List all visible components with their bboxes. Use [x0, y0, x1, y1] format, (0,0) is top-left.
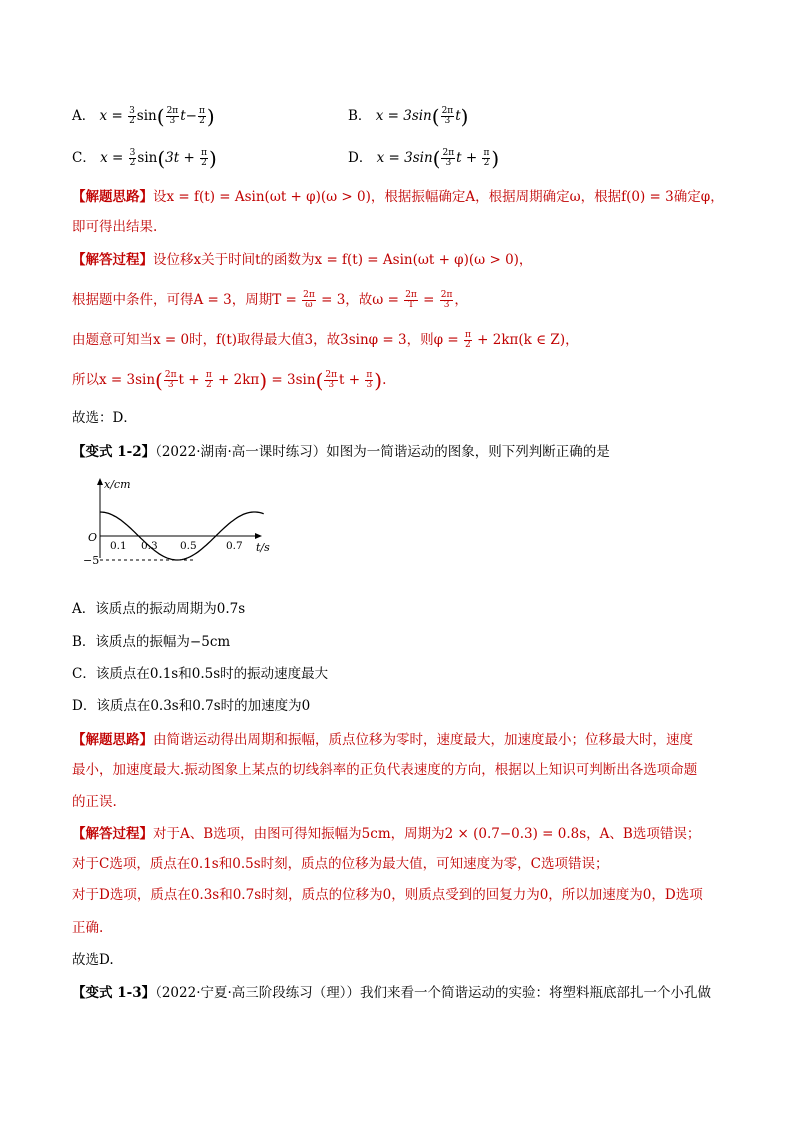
neg-tick-label: −5 — [83, 554, 100, 567]
v2-proc-2: 对于C选项，质点在0.1s和0.5s时刻，质点的位移为最大值，可知速度为零，C选项错误； — [72, 856, 609, 872]
solution-line3: 根据题中条件，可得A = 3，周期T = $\frac{2\pi}{\omega}$ = 3，故ω = $\frac{2\pi}{T}$ = $\frac{2\pi}{3}$ ， — [72, 290, 468, 310]
y-axis-label: x/cm — [104, 478, 131, 491]
v2-option-c: C．该质点在0.1s和0.5s时的振动速度最大 — [72, 666, 329, 682]
answer-1: 故选：D． — [72, 410, 137, 426]
shm-graph — [78, 476, 278, 586]
v2-idea-1: 【解题思路】由简谐运动得出周期和振幅，质点位移为零时，速度最大，加速度最小；位移最大时，速度 — [72, 732, 693, 748]
option-a: A． x = $\frac{3}{2}$ sin( $\frac{2\pi}{3}$ t− $\frac{\pi}{2}$ ) — [72, 104, 215, 129]
v2-proc-3: 对于D选项，质点在0.3s和0.7s时刻，质点的位移为0，则质点受到的回复力为0，所以加速度为0，D选项 — [72, 887, 703, 903]
origin-label: O — [88, 531, 98, 544]
frac: $\frac{3}{2}$ — [129, 106, 135, 126]
variant-1-2-question: 【变式 1-2】（2022·湖南·高一课时练习）如图为一简谐运动的图象，则下列判断正确的是 — [72, 444, 610, 460]
v2-option-b: B．该质点的振幅为−5cm — [72, 634, 231, 650]
solution-idea: 【解题思路】设x = f(t) = Asin(ωt + φ)(ω > 0)，根据振幅确定A，根据周期确定ω，根据f(0) = 3确定φ， — [72, 189, 724, 205]
answer-2: 故选D. — [72, 952, 114, 968]
variant-1-3-question: 【变式 1-3】（2022·宁夏·高三阶段练习（理））我们来看一个简谐运动的实验：将塑料瓶底部扎一个小孔做 — [72, 985, 712, 1001]
option-d: D． x = 3sin( $\frac{2\pi}{3}$ t + $\frac{\pi}{2}$ ) — [348, 146, 500, 171]
t-axis-label: t/s — [256, 541, 270, 554]
tick-0-1: 0.1 — [110, 540, 127, 552]
tick-0-5: 0.5 — [180, 540, 197, 552]
v2-option-a: A．该质点的振动周期为0.7s — [72, 601, 246, 617]
tick-0-7: 0.7 — [226, 540, 243, 552]
v2-option-d: D．该质点在0.3s和0.7s时的加速度为0 — [72, 698, 311, 714]
v2-idea-3: 的正误. — [72, 794, 117, 810]
solution-process: 【解答过程】设位移x关于时间t的函数为x = f(t) = Asin(ωt + φ)(ω > 0)， — [72, 252, 533, 268]
option-b: B． x = 3sin( $\frac{2\pi}{3}$ t) — [348, 104, 469, 129]
tick-0-3: 0.3 — [141, 540, 158, 552]
option-c: C． x = $\frac{3}{2}$ sin(3t + $\frac{\pi}{2}$ ) — [72, 146, 217, 171]
t-axis-arrow — [255, 533, 262, 539]
solution-idea-cont: 即可得出结果. — [72, 219, 158, 235]
v2-proc-1: 【解答过程】对于A、B选项，由图可得知振幅为5cm，周期为2 × (0.7−0.3) = 0.8s，A、B选项错误； — [72, 826, 701, 842]
v2-idea-2: 最小，加速度最大.振动图象上某点的切线斜率的正负代表速度的方向，根据以上知识可判断出各选项命题 — [72, 762, 698, 778]
y-axis-arrow — [97, 478, 103, 485]
solution-line4: 由题意可知当x = 0时，f(t)取得最大值3，故3sinφ = 3，则φ = $\frac{\pi}{2}$ + 2kπ(k ∈ Z)， — [72, 330, 579, 350]
v2-proc-4: 正确. — [72, 920, 104, 936]
solution-line5: 所以x = 3sin( $\frac{2\pi}{3}$ t + $\frac{\pi}{2}$ + 2kπ) = 3sin( $\frac{2\pi}{3}$ t + $\frac{\pi}{3}$ ). — [72, 368, 387, 393]
